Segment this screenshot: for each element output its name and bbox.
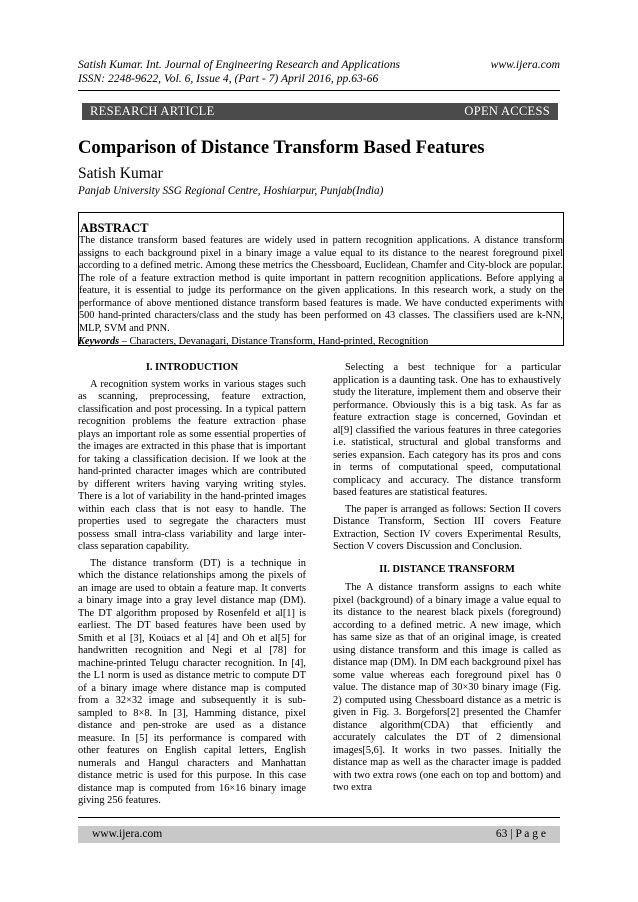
abstract-text: The distance transform based features are widely used in pattern recognition applications. A distance transform assigns to each background pixel in a binary image a value equal to its distance to the nearest foreground pixel according to a defined metric. Among these metrics the Chessboard, Euclidean, Chamfer and City-block are popular. The role of a feature extraction method is quite important in pattern recognition applications. Before applying a feature, it is essential to judge its performance on the given applications. In this research work, a study on the performance of above mentioned distance transform based features is made. We have conducted experiments with 500 hand-printed characters/class and the study has been performed on 43 classes. The classifiers used are k-NN, MLP, SVM and PNN.	[79, 235, 563, 334]
header-divider	[78, 90, 560, 91]
open-access-label: OPEN ACCESS	[464, 104, 550, 118]
keywords-line	[78, 335, 428, 348]
paragraph: The distance transform (DT) is a technique in which the distance relationships among the pixels of an image are used to obtain a feature map. It converts a binary image into a gray level distance map (DM). The DT algorithm proposed by Rosenfeld et al[1] is earliest. The DT based features have been used by Smith et al [3], Koúacs et al [4] and Oh et al[5] for handwritten recognition and Negi et al [78] for machine-printed Telugu character recognition. In [4], the L1 norm is used as distance metric to compute DT of a binary image where distance map is computed from a 32×32 image and subsequently it is sub-sampled to 8×8. In [3], Hamming distance, pixel distance and pen-stroke are used as a distance measure. In [5] its performance is compared with other features on English capital letters, English numerals and Hangul characters and Manhattan distance metric is used for this purpose. In this case distance map is computed from 16×16 binary image giving 256 features.	[78, 557, 306, 806]
section-heading-distance-transform: II. DISTANCE TRANSFORM	[379, 563, 515, 575]
header-url[interactable]: www.ijera.com	[490, 58, 560, 71]
paragraph: The A distance transform assigns to each white pixel (background) of a binary image a value equal to its distance to the nearest black pixels (foreground) according to a defined metric. A new image, which has same size as that of an original image, is created using distance transform and this image is called as distance map (DM). In DM each background pixel has some value whereas each foreground pixel has 0 value. The distance map of 30×30 binary image (Fig. 2) computed using Chessboard distance as a metric is given in Fig. 3. Borgefors[2] presented the Chamfer distance algorithm(CDA) that efficiently and accurately calculates the DT of 2 dimensional images[5,6]. It works in two passes. Initially the distance map as well as the character image is padded with two extra rows (one each on top and bottom) and two extra	[333, 582, 561, 793]
journal-line: Satish Kumar. Int. Journal of Engineering Research and Applications	[78, 58, 401, 71]
right-column	[333, 362, 561, 799]
left-column	[78, 362, 306, 812]
keywords-text: – Characters, Devanagari, Distance Transform, Hand-printed, Recognition	[119, 336, 429, 347]
paragraph: A recognition system works in various stages such as scanning, preprocessing, feature extraction, classification and post processing. In a typical pattern recognition problems the feature extraction phase plays an important role as some essential properties of the images are extracted in this phase that is important for taking a classification decision. If we look at the hand-printed character images which are contributed by different writers having varying writing styles. There is a lot of variability in the hand-printed images within each class that is not easy to handle. The properties used to segregate the characters must possess small intra-class variability and large inter-class separation capability.	[78, 378, 306, 552]
paragraph: The paper is arranged as follows: Section II covers Distance Transform, Section III covers Feature Extraction, Section IV covers Experimental Results, Section V covers Discussion and Conclusion.	[333, 503, 561, 552]
footer-divider	[78, 817, 560, 818]
issn-line: ISSN: 2248-9622, Vol. 6, Issue 4, (Part - 7) April 2016, pp.63-66	[78, 72, 379, 85]
research-article-label: RESEARCH ARTICLE	[90, 104, 215, 118]
article-type-banner	[82, 103, 558, 120]
page-number: 63 | P a g e	[495, 828, 546, 840]
footer-url[interactable]: www.ijera.com	[92, 828, 163, 840]
author-name: Satish Kumar	[78, 165, 163, 182]
keywords-label: Keywords	[78, 336, 120, 347]
paragraph: Selecting a best technique for a particular application is a daunting task. One has to exhaustively study the literature, implement them and observe their performance. Obviously this is a big task. As far as feature extraction stage is concerned, Govindan et al[9] classified the various features in three categories i.e. statistical, structural and global transforms and series expansion. Each category has its pros and cons in terms of computational speed, computational complicacy and accuracy. The distance transform based features are statistical features.	[333, 362, 561, 498]
abstract-box	[78, 212, 564, 346]
section-heading-introduction: I. INTRODUCTION	[145, 362, 239, 373]
abstract-heading: ABSTRACT	[80, 221, 149, 235]
running-header	[78, 58, 560, 86]
paper-title: Comparison of Distance Transform Based Features	[78, 137, 485, 158]
page-footer	[78, 826, 560, 843]
author-affiliation: Panjab University SSG Regional Centre, Hoshiarpur, Punjab(India)	[78, 185, 384, 197]
